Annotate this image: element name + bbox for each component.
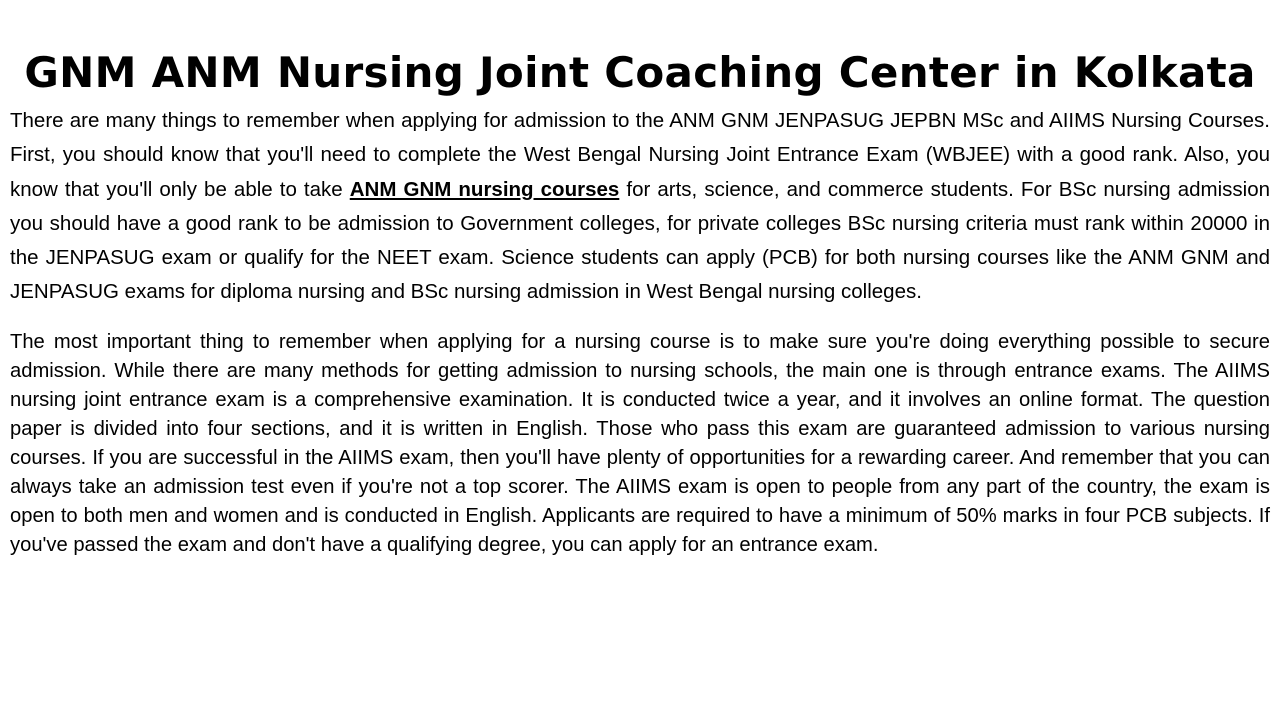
admission-paragraph: The most important thing to remember when applying for a nursing course is to make sure you're doing everything possible to secure admission. While there are many methods for getting admission to nursing schools, the main one is through entrance exams. The AIIMS nursing joint entrance exam is a comprehensive examination. It is conducted twice a year, and it involves an online format. The question paper is divided into four sections, and it is written in English. Those who pass this exam are guaranteed admission to various nursing courses. If you are successful in the AIIMS exam, then you'll have plenty of opportunities for a rewarding career. And remember that you can always take an admission test even if you're not a top scorer. The AIIMS exam is open to people from any part of the country, the exam is open to both men and women and is conducted in English. Applicants are required to have a minimum of 50% marks in four PCB subjects. If you've passed the exam and don't have a qualifying degree, you can apply for an entrance exam. <box>10 330 1270 556</box>
anm-gnm-courses-link[interactable]: ANM GNM nursing courses <box>349 177 620 201</box>
page-title: GNM ANM Nursing Joint Coaching Center in Kolkata <box>24 48 1256 97</box>
intro-paragraph <box>10 104 1270 310</box>
intro-text-after-link: for arts, science, and commerce students. For BSc nursing admission you should have a good rank to be admission to Government colleges, for private colleges BSc nursing criteria must rank within 20000 in the JENPASUG exam or qualify for the NEET exam. Science students can apply (PCB) for both nursing courses like the ANM GNM and JENPASUG exams for diploma nursing and BSc nursing admission in West Bengal nursing colleges. <box>10 177 1271 304</box>
intro-text-before-link: There are many things to remember when applying for admission to the ANM GNM JENPASUG JEPBN MSc and AIIMS Nursing Courses. First, you should know that you'll need to complete the West Bengal Nursing Joint Entrance Exam (WBJEE) with a good rank. Also, you know that you'll only be able to take <box>10 109 1270 201</box>
